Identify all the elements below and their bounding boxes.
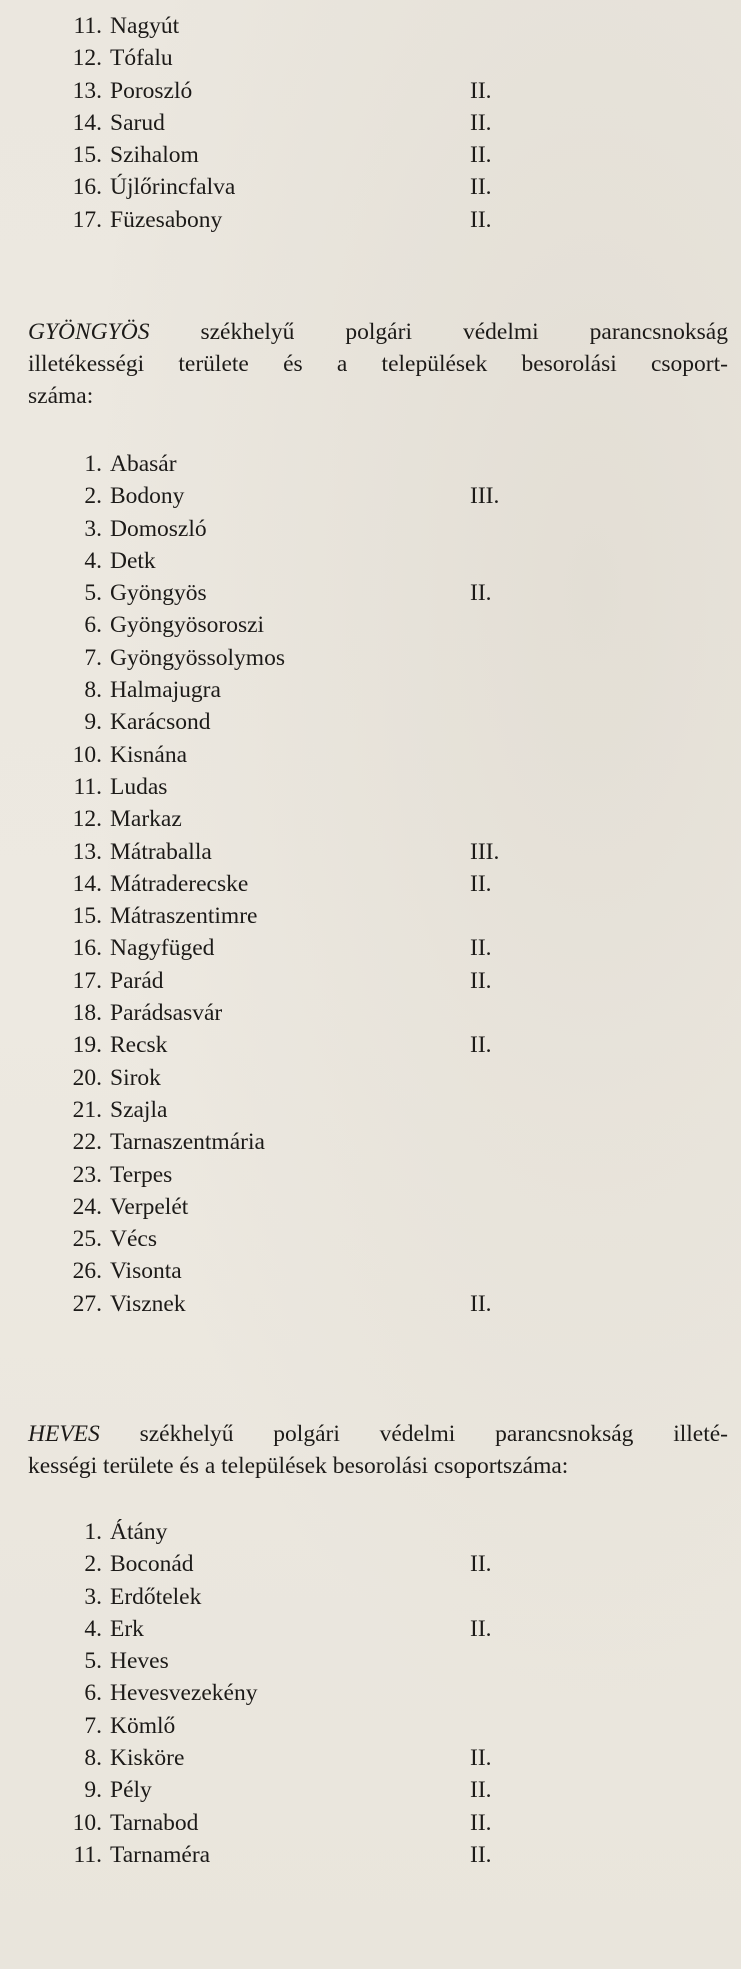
settlement-name: Boconád (110, 1551, 194, 1578)
settlement-name: Abasár (110, 451, 177, 477)
group-number: II. (470, 1290, 492, 1317)
settlement-name: Recsk (110, 1032, 168, 1059)
item-number: 5. (84, 580, 102, 607)
item-number: 19. (72, 1032, 102, 1059)
settlement-name: Újlőrincfalva (110, 174, 236, 201)
settlement-name: Terpes (110, 1161, 173, 1188)
settlement-name: Tófalu (110, 45, 173, 72)
settlement-name: Füzesabony (110, 206, 223, 233)
settlement-name: Pély (110, 1777, 152, 1804)
item-number: 4. (84, 1615, 102, 1642)
item-number: 2. (84, 483, 102, 510)
item-number: 14. (72, 109, 102, 136)
settlement-name: Markaz (110, 806, 182, 833)
group-number: II. (470, 77, 492, 104)
settlement-name: Mátraderecske (110, 870, 249, 897)
group-number: II. (470, 174, 492, 201)
heading-line-2: kességi területe és a települések besorolási csoportszáma: (28, 1453, 569, 1479)
group-number: II. (470, 967, 492, 994)
item-number: 11. (73, 773, 102, 800)
settlement-name: Visznek (110, 1290, 186, 1317)
settlement-name: Nagyút (110, 13, 180, 39)
settlement-name: Nagyfüged (110, 935, 215, 962)
item-number: 6. (84, 1680, 102, 1707)
settlement-name: Gyöngyösoroszi (110, 612, 265, 639)
settlement-name: Kisköre (110, 1745, 185, 1772)
item-number: 2. (84, 1551, 102, 1578)
item-number: 26. (72, 1258, 102, 1285)
item-number: 3. (84, 1583, 102, 1610)
heading-city: HEVES (28, 1421, 100, 1447)
settlement-name: Hevesvezekény (110, 1680, 258, 1707)
heading-city: GYÖNGYÖS (28, 319, 150, 345)
group-number: II. (470, 1615, 492, 1642)
settlement-name: Halmajugra (110, 677, 221, 704)
gyongyos-section-heading (28, 316, 728, 412)
item-number: 5. (84, 1648, 102, 1675)
group-number: II. (470, 1745, 492, 1772)
item-number: 3. (84, 515, 102, 542)
item-number: 8. (84, 1745, 102, 1772)
item-number: 16. (72, 174, 102, 201)
group-number: II. (470, 109, 492, 136)
item-number: 20. (72, 1064, 102, 1091)
settlement-name: Ludas (110, 773, 168, 800)
heading-line-1 (28, 316, 728, 348)
item-number: 16. (72, 935, 102, 962)
settlement-name: Tarnaszentmária (110, 1129, 265, 1156)
heading-line-3: száma: (28, 383, 94, 409)
group-number: II. (470, 935, 492, 962)
settlement-name: Poroszló (110, 77, 193, 104)
settlement-name: Tarnabod (110, 1809, 199, 1836)
item-number: 1. (84, 1519, 102, 1545)
item-number: 1. (84, 451, 102, 477)
settlement-name: Szajla (110, 1096, 168, 1123)
settlement-name: Gyöngyös (110, 580, 207, 607)
settlement-name: Tarnaméra (110, 1841, 211, 1868)
settlement-name: Mátraballa (110, 838, 212, 865)
group-number: III. (470, 838, 500, 865)
heading-line-1 (28, 1418, 728, 1450)
heves-section-heading (28, 1418, 728, 1482)
settlement-name: Vécs (110, 1226, 157, 1253)
heading-line-2: illetékességi területe és a települések besorolási csoport- (28, 351, 728, 377)
heading-line-1-text: székhelyű polgári védelmi parancsnokság illeté- (99, 1421, 728, 1447)
item-number: 27. (72, 1290, 102, 1317)
settlement-name: Erdőtelek (110, 1583, 202, 1610)
group-number: II. (470, 1551, 492, 1578)
settlement-name: Átány (110, 1519, 168, 1545)
settlement-name: Szihalom (110, 142, 199, 169)
item-number: 6. (84, 612, 102, 639)
item-number: 7. (84, 1712, 102, 1739)
settlement-name: Bodony (110, 483, 185, 510)
item-number: 15. (72, 903, 102, 930)
group-number: II. (470, 1777, 492, 1804)
item-number: 10. (72, 1809, 102, 1836)
item-number: 13. (72, 77, 102, 104)
item-number: 15. (72, 142, 102, 169)
item-number: 11. (73, 13, 102, 39)
item-number: 11. (73, 1841, 102, 1868)
item-number: 7. (84, 644, 102, 671)
settlement-name: Sarud (110, 109, 165, 136)
settlement-name: Mátraszentimre (110, 903, 258, 930)
item-number: 13. (72, 838, 102, 865)
settlement-name: Kömlő (110, 1712, 176, 1739)
item-number: 17. (72, 967, 102, 994)
item-number: 18. (72, 1000, 102, 1027)
item-number: 14. (72, 870, 102, 897)
settlement-name: Heves (110, 1648, 169, 1675)
item-number: 24. (72, 1193, 102, 1220)
settlement-name: Kisnána (110, 741, 188, 768)
item-number: 9. (84, 709, 102, 736)
group-number: II. (470, 1841, 492, 1868)
settlement-name: Erk (110, 1615, 144, 1642)
item-number: 4. (84, 547, 102, 574)
item-number: 25. (72, 1226, 102, 1253)
heading-line-1-text: székhelyű polgári védelmi parancsnokság (149, 319, 728, 345)
item-number: 9. (84, 1777, 102, 1804)
item-number: 23. (72, 1161, 102, 1188)
item-number: 12. (72, 806, 102, 833)
group-number: III. (470, 483, 500, 510)
group-number: II. (470, 870, 492, 897)
settlement-name: Parád (110, 967, 164, 994)
settlement-name: Gyöngyössolymos (110, 644, 285, 671)
group-number: II. (470, 142, 492, 169)
settlement-name: Karácsond (110, 709, 211, 736)
item-number: 10. (72, 741, 102, 768)
item-number: 8. (84, 677, 102, 704)
item-number: 17. (72, 206, 102, 233)
settlement-name: Detk (110, 547, 156, 574)
group-number: II. (470, 580, 492, 607)
group-number: II. (470, 206, 492, 233)
item-number: 22. (72, 1129, 102, 1156)
group-number: II. (470, 1032, 492, 1059)
group-number: II. (470, 1809, 492, 1836)
settlement-name: Parádsasvár (110, 1000, 223, 1027)
item-number: 12. (72, 45, 102, 72)
settlement-name: Sirok (110, 1064, 161, 1091)
settlement-name: Verpelét (110, 1193, 189, 1220)
settlement-name: Domoszló (110, 515, 207, 542)
settlement-name: Visonta (110, 1258, 182, 1285)
item-number: 21. (72, 1096, 102, 1123)
